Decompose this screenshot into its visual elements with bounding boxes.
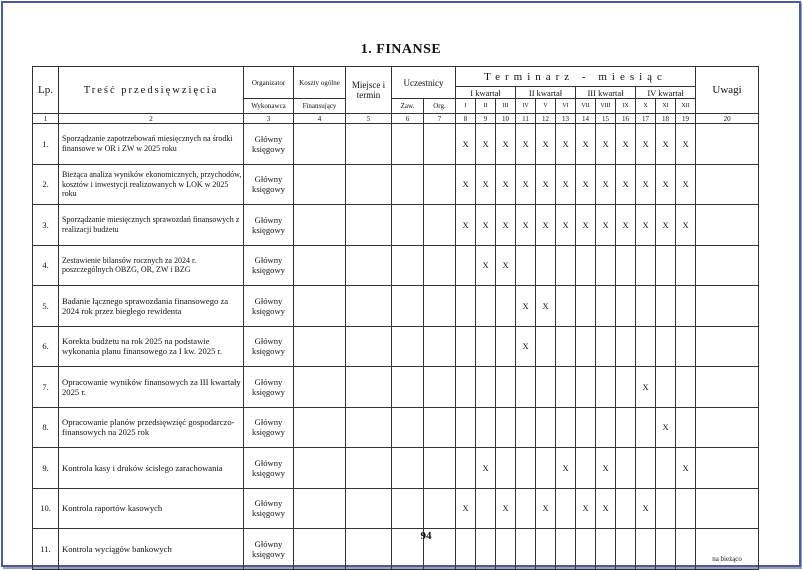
row-finansujacy (294, 164, 346, 205)
table-row (33, 245, 759, 286)
row-organizer: Główny księgowy (244, 245, 294, 286)
month-cell: X (556, 124, 576, 165)
month-cell: X (616, 205, 636, 246)
header-quarter: III kwartał (576, 87, 636, 99)
month-cell: X (676, 448, 696, 489)
row-lp: 9. (33, 448, 59, 489)
row-zaw (392, 488, 424, 529)
month-cell (516, 448, 536, 489)
row-lp: 6. (33, 326, 59, 367)
header-month: XII (676, 99, 696, 114)
row-miejsce (346, 488, 392, 529)
row-description: Kontrola wyciągów bankowych (59, 529, 244, 570)
row-zaw (392, 245, 424, 286)
row-organizer: Główny księgowy (244, 488, 294, 529)
month-cell (556, 286, 576, 327)
row-org (424, 245, 456, 286)
month-cell (476, 488, 496, 529)
column-number: 16 (616, 114, 636, 124)
month-cell: X (496, 488, 516, 529)
month-cell (616, 448, 636, 489)
month-cell: X (596, 205, 616, 246)
column-number: 9 (476, 114, 496, 124)
table-row (33, 367, 759, 408)
month-cell: X (636, 367, 656, 408)
month-cell (616, 407, 636, 448)
month-cell: X (476, 245, 496, 286)
header-quarter: II kwartał (516, 87, 576, 99)
month-cell (596, 286, 616, 327)
column-number: 10 (496, 114, 516, 124)
month-cell (536, 326, 556, 367)
row-lp: 11. (33, 529, 59, 570)
row-lp: 4. (33, 245, 59, 286)
row-finansujacy (294, 205, 346, 246)
month-cell (616, 245, 636, 286)
month-cell (456, 367, 476, 408)
month-cell (676, 488, 696, 529)
table-row (33, 488, 759, 529)
month-cell (576, 245, 596, 286)
row-finansujacy (294, 326, 346, 367)
table-row (33, 164, 759, 205)
column-number: 2 (59, 114, 244, 124)
row-organizer: Główny księgowy (244, 529, 294, 570)
month-cell (456, 326, 476, 367)
month-cell: X (496, 124, 516, 165)
month-cell: X (536, 488, 556, 529)
schedule-table (32, 66, 759, 570)
month-cell (636, 286, 656, 327)
row-note (696, 124, 759, 165)
row-description: Kontrola kasy i druków ścisłego zarachowania (59, 448, 244, 489)
month-cell: X (576, 164, 596, 205)
column-number: 18 (656, 114, 676, 124)
month-cell (536, 245, 556, 286)
row-miejsce (346, 326, 392, 367)
month-cell (556, 407, 576, 448)
row-miejsce (346, 245, 392, 286)
header-lp: Lp. (33, 67, 59, 114)
row-org (424, 488, 456, 529)
row-zaw (392, 326, 424, 367)
row-zaw (392, 367, 424, 408)
header-uczestnicy: Uczestnicy (392, 67, 456, 99)
page-title: 1. FINANSE (360, 42, 442, 57)
month-cell (656, 286, 676, 327)
month-cell: X (476, 164, 496, 205)
month-cell (576, 448, 596, 489)
month-cell: X (596, 448, 616, 489)
table-row (33, 205, 759, 246)
row-org (424, 367, 456, 408)
row-finansujacy (294, 488, 346, 529)
month-cell (676, 407, 696, 448)
row-miejsce (346, 205, 392, 246)
month-cell (616, 367, 636, 408)
month-cell: X (496, 164, 516, 205)
row-description: Zestawienie bilansów rocznych za 2024 r. poszczególnych OBZG, OR, ZW i BZG (59, 245, 244, 286)
column-number: 8 (456, 114, 476, 124)
month-cell (596, 407, 616, 448)
month-cell: X (476, 448, 496, 489)
row-lp: 1. (33, 124, 59, 165)
month-cell: X (656, 164, 676, 205)
row-lp: 8. (33, 407, 59, 448)
month-cell: X (516, 124, 536, 165)
row-note (696, 164, 759, 205)
month-cell (556, 488, 576, 529)
month-cell: X (456, 205, 476, 246)
month-cell (556, 245, 576, 286)
header-org: Org. (424, 99, 456, 114)
header-wykonawca: Wykonawca (244, 99, 294, 114)
month-cell: X (556, 164, 576, 205)
row-description: Opracowanie planów przedsięwzięć gospodarczo-finansowych na 2025 rok (59, 407, 244, 448)
month-cell (516, 245, 536, 286)
month-cell (676, 367, 696, 408)
month-cell: X (556, 205, 576, 246)
table-row (33, 448, 759, 489)
column-number: 4 (294, 114, 346, 124)
row-org (424, 124, 456, 165)
row-organizer: Główny księgowy (244, 326, 294, 367)
header-month: VIII (596, 99, 616, 114)
row-miejsce (346, 164, 392, 205)
row-finansujacy (294, 407, 346, 448)
month-cell: X (576, 124, 596, 165)
month-cell (636, 245, 656, 286)
month-cell (516, 367, 536, 408)
header-organizator: Organizator (244, 67, 294, 99)
month-cell: X (516, 164, 536, 205)
row-zaw (392, 124, 424, 165)
column-number: 3 (244, 114, 294, 124)
row-org (424, 286, 456, 327)
row-finansujacy (294, 367, 346, 408)
month-cell: X (636, 164, 656, 205)
row-lp: 2. (33, 164, 59, 205)
row-zaw (392, 286, 424, 327)
month-cell (676, 326, 696, 367)
row-organizer: Główny księgowy (244, 367, 294, 408)
month-cell: X (516, 286, 536, 327)
month-cell (496, 448, 516, 489)
row-organizer: Główny księgowy (244, 205, 294, 246)
month-cell: X (596, 124, 616, 165)
row-org (424, 326, 456, 367)
month-cell (456, 407, 476, 448)
column-number: 1 (33, 114, 59, 124)
column-number: 7 (424, 114, 456, 124)
column-number: 17 (636, 114, 656, 124)
month-cell (496, 326, 516, 367)
month-cell (456, 245, 476, 286)
column-number: 11 (516, 114, 536, 124)
month-cell: X (496, 245, 516, 286)
month-cell: X (576, 488, 596, 529)
month-cell (536, 367, 556, 408)
month-cell (616, 326, 636, 367)
row-note (696, 286, 759, 327)
row-lp: 3. (33, 205, 59, 246)
month-cell: X (456, 488, 476, 529)
month-cell: X (476, 205, 496, 246)
column-number: 20 (696, 114, 759, 124)
header-zaw: Zaw. (392, 99, 424, 114)
month-cell: X (636, 488, 656, 529)
month-cell (676, 245, 696, 286)
row-org (424, 407, 456, 448)
row-miejsce (346, 286, 392, 327)
month-cell (656, 326, 676, 367)
month-cell: X (636, 124, 656, 165)
month-cell (656, 488, 676, 529)
month-cell (656, 448, 676, 489)
month-cell: X (636, 205, 656, 246)
month-cell (496, 286, 516, 327)
header-month: VI (556, 99, 576, 114)
row-zaw (392, 407, 424, 448)
header-tresc: Treść przedsięwzięcia (59, 67, 244, 114)
month-cell: X (676, 124, 696, 165)
row-lp: 10. (33, 488, 59, 529)
row-miejsce (346, 124, 392, 165)
row-note (696, 205, 759, 246)
column-number: 12 (536, 114, 556, 124)
column-number: 13 (556, 114, 576, 124)
header-month: II (476, 99, 496, 114)
header-month: V (536, 99, 556, 114)
header-month: XI (656, 99, 676, 114)
month-cell (576, 326, 596, 367)
row-zaw (392, 164, 424, 205)
column-number: 15 (596, 114, 616, 124)
month-cell: X (656, 124, 676, 165)
month-cell (516, 488, 536, 529)
row-note (696, 407, 759, 448)
month-cell: X (556, 448, 576, 489)
row-note (696, 245, 759, 286)
month-cell (536, 407, 556, 448)
month-cell (536, 448, 556, 489)
table-row (33, 326, 759, 367)
row-organizer: Główny księgowy (244, 286, 294, 327)
month-cell: X (676, 205, 696, 246)
table-body (33, 124, 759, 570)
page-number: 94 (420, 530, 432, 542)
month-cell: X (616, 164, 636, 205)
row-organizer: Główny księgowy (244, 407, 294, 448)
row-miejsce (346, 407, 392, 448)
month-cell: X (516, 326, 536, 367)
month-cell: X (516, 205, 536, 246)
month-cell (636, 448, 656, 489)
row-note (696, 448, 759, 489)
header-finansujacy: Finansujący (294, 99, 346, 114)
month-cell (636, 326, 656, 367)
header-month: III (496, 99, 516, 114)
row-description: Sporządzanie miesięcznych sprawozdań finansowych z realizacji budżetu (59, 205, 244, 246)
row-miejsce (346, 367, 392, 408)
row-org (424, 448, 456, 489)
column-number: 14 (576, 114, 596, 124)
month-cell: X (656, 205, 676, 246)
month-cell: X (456, 164, 476, 205)
month-cell: X (496, 205, 516, 246)
month-cell (476, 407, 496, 448)
header-koszty: Koszty ogólne (294, 67, 346, 99)
month-cell: X (476, 124, 496, 165)
row-finansujacy (294, 286, 346, 327)
row-finansujacy (294, 245, 346, 286)
header-month: IX (616, 99, 636, 114)
month-cell: X (596, 488, 616, 529)
month-cell: X (596, 164, 616, 205)
row-lp: 5. (33, 286, 59, 327)
month-cell (616, 488, 636, 529)
month-cell (676, 286, 696, 327)
row-finansujacy (294, 124, 346, 165)
row-description: Korekta budżetu na rok 2025 na podstawie wykonania planu finansowego za I kw. 2025 r. (59, 326, 244, 367)
month-cell (636, 407, 656, 448)
header-quarter: IV kwartał (636, 87, 696, 99)
row-note (696, 367, 759, 408)
row-org (424, 164, 456, 205)
column-number: 19 (676, 114, 696, 124)
month-cell (456, 286, 476, 327)
month-cell (656, 245, 676, 286)
row-zaw (392, 448, 424, 489)
month-cell (496, 407, 516, 448)
month-cell (556, 326, 576, 367)
row-note (696, 488, 759, 529)
month-cell (576, 367, 596, 408)
month-cell (476, 367, 496, 408)
header-month: I (456, 99, 476, 114)
month-cell: X (536, 286, 556, 327)
column-number-row (33, 114, 759, 124)
row-finansujacy (294, 448, 346, 489)
table-row (33, 286, 759, 327)
month-cell (556, 367, 576, 408)
header-quarter: I kwartał (456, 87, 516, 99)
row-description: Sporządzanie zapotrzebowań miesięcznych na środki finansowe w OR i ZW w 2025 roku (59, 124, 244, 165)
month-cell (596, 326, 616, 367)
row-description: Kontrola raportów kasowych (59, 488, 244, 529)
row-organizer: Główny księgowy (244, 124, 294, 165)
month-cell: X (536, 205, 556, 246)
month-cell (576, 286, 596, 327)
row-org (424, 205, 456, 246)
month-cell: X (576, 205, 596, 246)
row-description: Badanie łącznego sprawozdania finansowego za 2024 rok przez biegłego rewidenta (59, 286, 244, 327)
month-cell (616, 286, 636, 327)
row-note (696, 326, 759, 367)
table-row (33, 124, 759, 165)
month-cell (596, 367, 616, 408)
month-cell: X (656, 407, 676, 448)
row-organizer: Główny księgowy (244, 164, 294, 205)
month-cell: X (676, 164, 696, 205)
month-cell (596, 245, 616, 286)
month-cell: X (536, 164, 556, 205)
month-cell (476, 286, 496, 327)
column-number: 6 (392, 114, 424, 124)
month-cell (496, 367, 516, 408)
header-month: IV (516, 99, 536, 114)
row-miejsce (346, 448, 392, 489)
row-note: na bieżąco (696, 529, 759, 570)
month-cell (576, 407, 596, 448)
month-cell (656, 367, 676, 408)
header-uwagi: Uwagi (696, 67, 759, 114)
month-cell (476, 326, 496, 367)
month-cell: X (536, 124, 556, 165)
header-miejsce: Miejsce i termin (346, 67, 392, 114)
table-row (33, 407, 759, 448)
row-description: Bieżąca analiza wyników ekonomicznych, przychodów, kosztów i inwestycji realizowanych w LOK w 2025 roku (59, 164, 244, 205)
header-month: VII (576, 99, 596, 114)
month-cell (516, 407, 536, 448)
row-lp: 7. (33, 367, 59, 408)
header-terminarz: Terminarz - miesiąc (456, 67, 696, 87)
month-cell: X (456, 124, 476, 165)
row-description: Opracowanie wyników finansowych za III kwartały 2025 r. (59, 367, 244, 408)
month-cell: X (616, 124, 636, 165)
month-cell (456, 448, 476, 489)
column-number: 5 (346, 114, 392, 124)
row-zaw (392, 205, 424, 246)
header-month: X (636, 99, 656, 114)
row-organizer: Główny księgowy (244, 448, 294, 489)
